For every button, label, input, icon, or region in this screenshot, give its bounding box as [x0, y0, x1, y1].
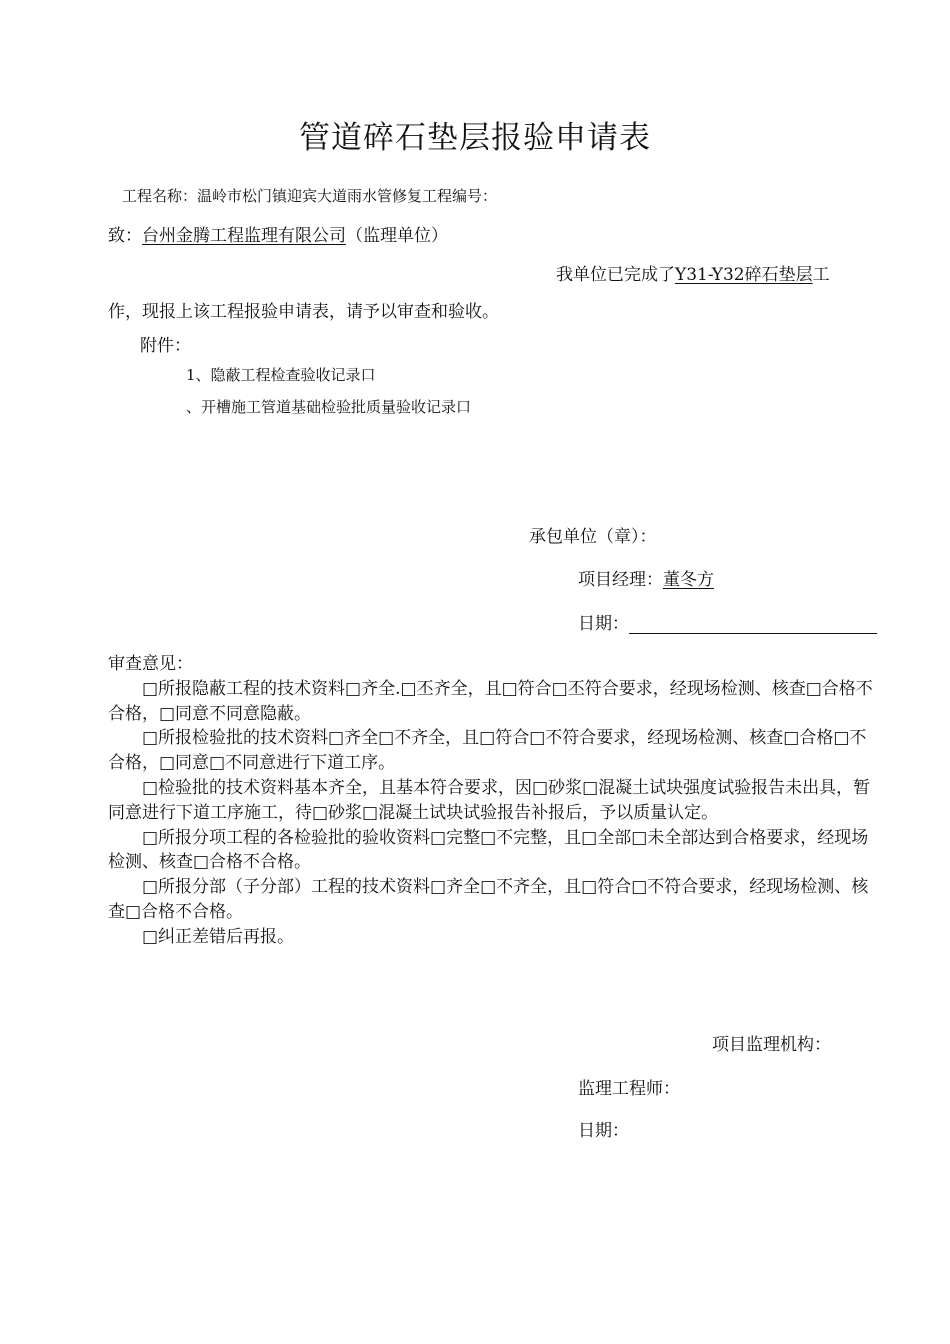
review-section — [108, 652, 883, 950]
review-option-6: □纠正差错后再报。 — [142, 926, 295, 947]
review-option-2: □所报检验批的技术资料□齐全□不齐全，且□符合□不符合要求，经现场检测、核查□合格□不合格，□同意□不同意进行下道工序。 — [108, 728, 867, 774]
supervision-company: 台州金腾工程监理有限公司 — [142, 226, 346, 246]
contractor-date-field[interactable] — [629, 615, 877, 634]
project-manager-label: 项目经理： — [578, 570, 663, 590]
addressee-prefix: 致： — [108, 226, 142, 246]
contractor-unit-label: 承包单位（章）： — [529, 527, 657, 547]
form-title: 管道碎石垫层报验申请表 — [299, 120, 651, 156]
body-prefix: 我单位已完成了 — [556, 265, 675, 285]
project-manager-line — [578, 565, 714, 590]
project-name-label: 工程名称： — [122, 187, 198, 205]
review-heading: 审查意见： — [108, 654, 193, 674]
supervision-date-label: 日期： — [578, 1121, 629, 1141]
review-option-1: □所报隐蔽工程的技术资料□齐全.□丕齐全，且□符合□丕符合要求，经现场检测、核查□合格不合格，□同意不同意隐蔽。 — [108, 678, 873, 724]
attachment-item-1: 1、隐蔽工程检查验收记录口 — [186, 366, 376, 384]
supervision-engineer-label: 监理工程师： — [578, 1079, 680, 1099]
project-number-label: 编号： — [452, 187, 498, 205]
attachment-item-2: 、开槽施工管道基础检验批质量验收记录口 — [186, 398, 472, 416]
project-name-value: 温岭市松门镇迎宾大道雨水管修复工程 — [197, 187, 453, 205]
addressee-suffix: （监理单位） — [346, 226, 448, 246]
project-name-line — [122, 185, 497, 206]
review-option-5: □所报分部（子分部）工程的技术资料□齐全□不齐全，且□符合□不符合要求，经现场检测、核查□合格不合格。 — [108, 877, 869, 922]
supervision-org-label: 项目监理机构： — [712, 1035, 831, 1055]
body-suffix: 工 — [812, 265, 830, 285]
project-manager-name: 董冬方 — [663, 570, 714, 590]
body-line-2: 作，现报上该工程报验申请表，请予以审查和验收。 — [108, 302, 499, 322]
review-option-3: □检验批的技术资料基本齐全，且基本符合要求，因□砂浆□混凝土试块强度试验报告未出具，暂同意进行下道工序施工，待□砂浆□混凝土试块试验报告补报后，予以质量认定。 — [108, 777, 871, 823]
review-option-4: □所报分项工程的各检验批的验收资料□完整□不完整，且□全部□未全部达到合格要求，经现场检测、核查□合格不合格。 — [108, 827, 869, 873]
contractor-date-line — [578, 609, 877, 634]
work-item: Y31-Y32碎石垫层 — [675, 265, 813, 285]
addressee-line — [108, 221, 448, 246]
body-line-1 — [556, 260, 830, 285]
attachments-label: 附件： — [140, 336, 191, 356]
contractor-date-label: 日期： — [578, 614, 629, 634]
